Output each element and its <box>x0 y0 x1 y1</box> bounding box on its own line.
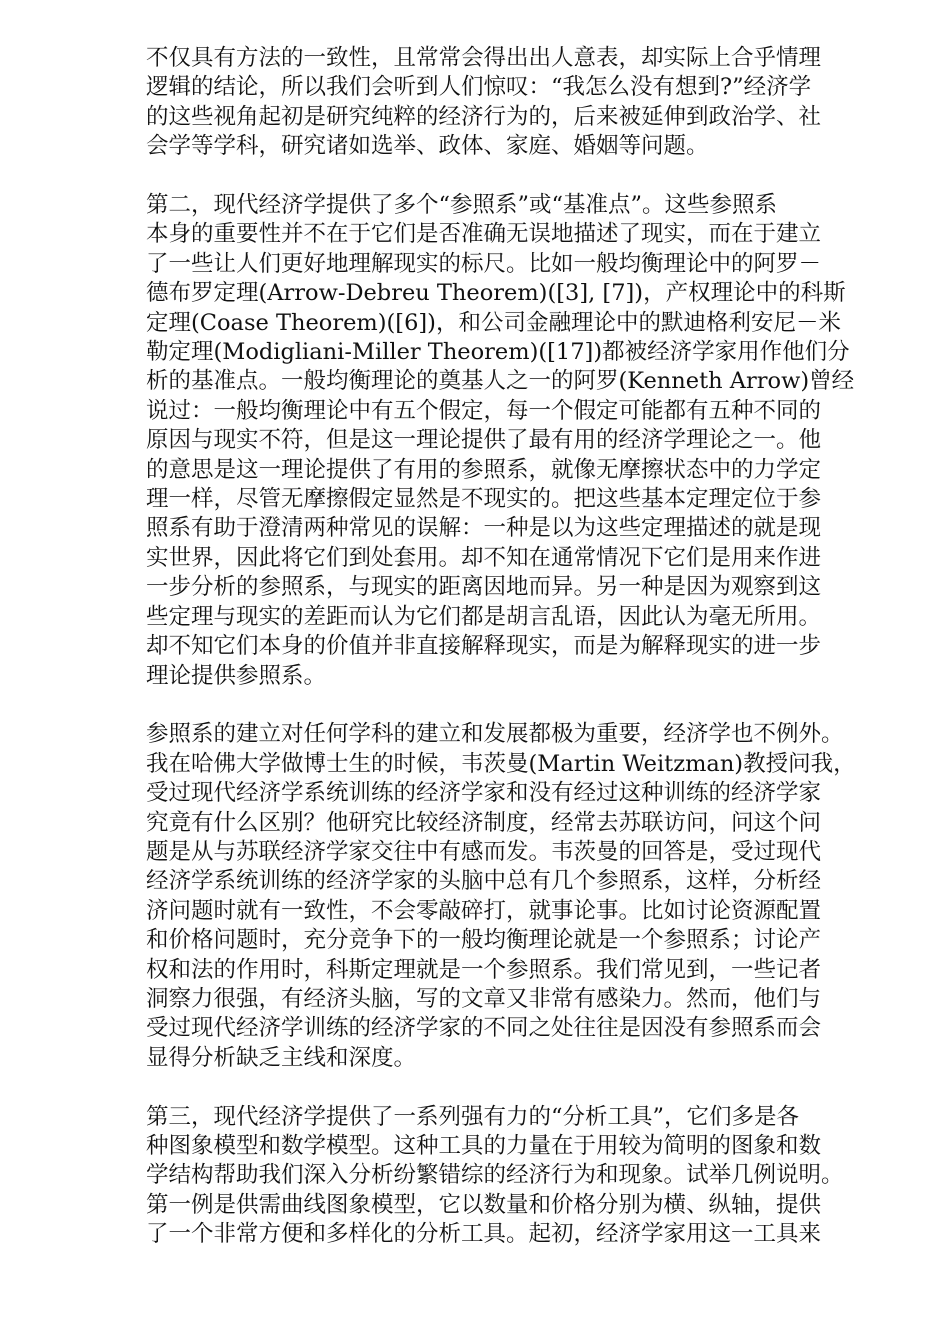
text-line: 些定理与现实的差距而认为它们都是胡言乱语，因此认为毫无所用。 <box>146 603 822 630</box>
text-line: 理一样，尽管无摩擦假定显然是不现实的。把这些基本定理定位于参 <box>146 486 822 513</box>
text-line: 了一些让人们更好地理解现实的标尺。比如一般均衡理论中的阿罗－ <box>146 250 822 277</box>
text-line: 的意思是这一理论提供了有用的参照系，就像无摩擦状态中的力学定 <box>146 456 822 483</box>
text-line: 第二，现代经济学提供了多个“参照系”或“基准点”。这些参照系 <box>146 192 778 219</box>
text-line: 勒定理(Modigliani-Miller Theorem)([17])都被经济学家用作他们分 <box>146 339 850 366</box>
text-line: 照系有助于澄清两种常见的误解：一种是以为这些定理描述的就是现 <box>146 515 822 542</box>
text-line: 逻辑的结论，所以我们会听到人们惊叹：“我怎么没有想到?”经济学 <box>146 74 812 101</box>
text-line: 权和法的作用时，科斯定理就是一个参照系。我们常见到，一些记者 <box>146 956 822 983</box>
text-line: 题是从与苏联经济学家交往中有感而发。韦茨曼的回答是，受过现代 <box>146 838 822 865</box>
text-line: 定理(Coase Theorem)([6])，和公司金融理论中的默迪格利安尼－米 <box>146 309 841 336</box>
text-line: 了一个非常方便和多样化的分析工具。起初，经济学家用这一工具来 <box>146 1221 822 1248</box>
text-line: 究竟有什么区别？他研究比较经济制度，经常去苏联访问，问这个问 <box>146 809 822 836</box>
text-line: 学结构帮助我们深入分析纷繁错综的经济行为和现象。试举几例说明。 <box>146 1162 844 1189</box>
text-line: 说过：一般均衡理论中有五个假定，每一个假定可能都有五种不同的 <box>146 397 822 424</box>
text-line: 受过现代经济学系统训练的经济学家和没有经过这种训练的经济学家 <box>146 780 822 807</box>
text-line: 实世界，因此将它们到处套用。却不知在通常情况下它们是用来作进 <box>146 544 822 571</box>
text-line: 却不知它们本身的价值并非直接解释现实，而是为解释现实的进一步 <box>146 633 822 660</box>
paragraph-4 <box>146 1103 876 1250</box>
text-line: 洞察力很强，有经济头脑，写的文章又非常有感染力。然而，他们与 <box>146 985 822 1012</box>
text-line: 显得分析缺乏主线和深度。 <box>146 1044 417 1071</box>
text-line: 经济学系统训练的经济学家的头脑中总有几个参照系，这样，分析经 <box>146 868 822 895</box>
text-line: 受过现代经济学训练的经济学家的不同之处往往是因没有参照系而会 <box>146 1015 822 1042</box>
text-line: 我在哈佛大学做博士生的时候，韦茨曼(Martin Weitzman)教授问我， <box>146 750 856 777</box>
text-line: 第一例是供需曲线图象模型，它以数量和价格分别为横、纵轴，提供 <box>146 1191 822 1218</box>
text-line: 不仅具有方法的一致性，且常常会得出出人意表，却实际上合乎情理 <box>146 45 822 71</box>
text-line: 种图象模型和数学模型。这种工具的力量在于用较为简明的图象和数 <box>146 1132 822 1159</box>
text-line: 和价格问题时，充分竞争下的一般均衡理论就是一个参照系；讨论产 <box>146 927 822 954</box>
paragraph-1 <box>146 44 876 162</box>
document-page <box>146 44 876 1279</box>
text-line: 原因与现实不符，但是这一理论提供了最有用的经济学理论之一。他 <box>146 427 822 454</box>
text-line: 第三，现代经济学提供了一系列强有力的“分析工具”，它们多是各 <box>146 1103 800 1130</box>
paragraph-2 <box>146 191 876 691</box>
text-line: 理论提供参照系。 <box>146 662 327 689</box>
text-line: 德布罗定理(Arrow-Debreu Theorem)([3], [7])，产权理论中的科斯 <box>146 280 846 307</box>
text-line: 本身的重要性并不在于它们是否准确无误地描述了现实，而在于建立 <box>146 221 822 248</box>
text-line: 济问题时就有一致性，不会零敲碎打，就事论事。比如讨论资源配置 <box>146 897 822 924</box>
text-line: 参照系的建立对任何学科的建立和发展都极为重要，经济学也不例外。 <box>146 721 844 748</box>
text-line: 的这些视角起初是研究纯粹的经济行为的，后来被延伸到政治学、社 <box>146 103 822 130</box>
text-line: 一步分析的参照系，与现实的距离因地而异。另一种是因为观察到这 <box>146 574 822 601</box>
text-line: 析的基准点。一般均衡理论的奠基人之一的阿罗(Kenneth Arrow)曾经 <box>146 368 855 395</box>
text-line: 会学等学科，研究诸如选举、政体、家庭、婚姻等问题。 <box>146 133 709 160</box>
paragraph-3 <box>146 720 876 1073</box>
